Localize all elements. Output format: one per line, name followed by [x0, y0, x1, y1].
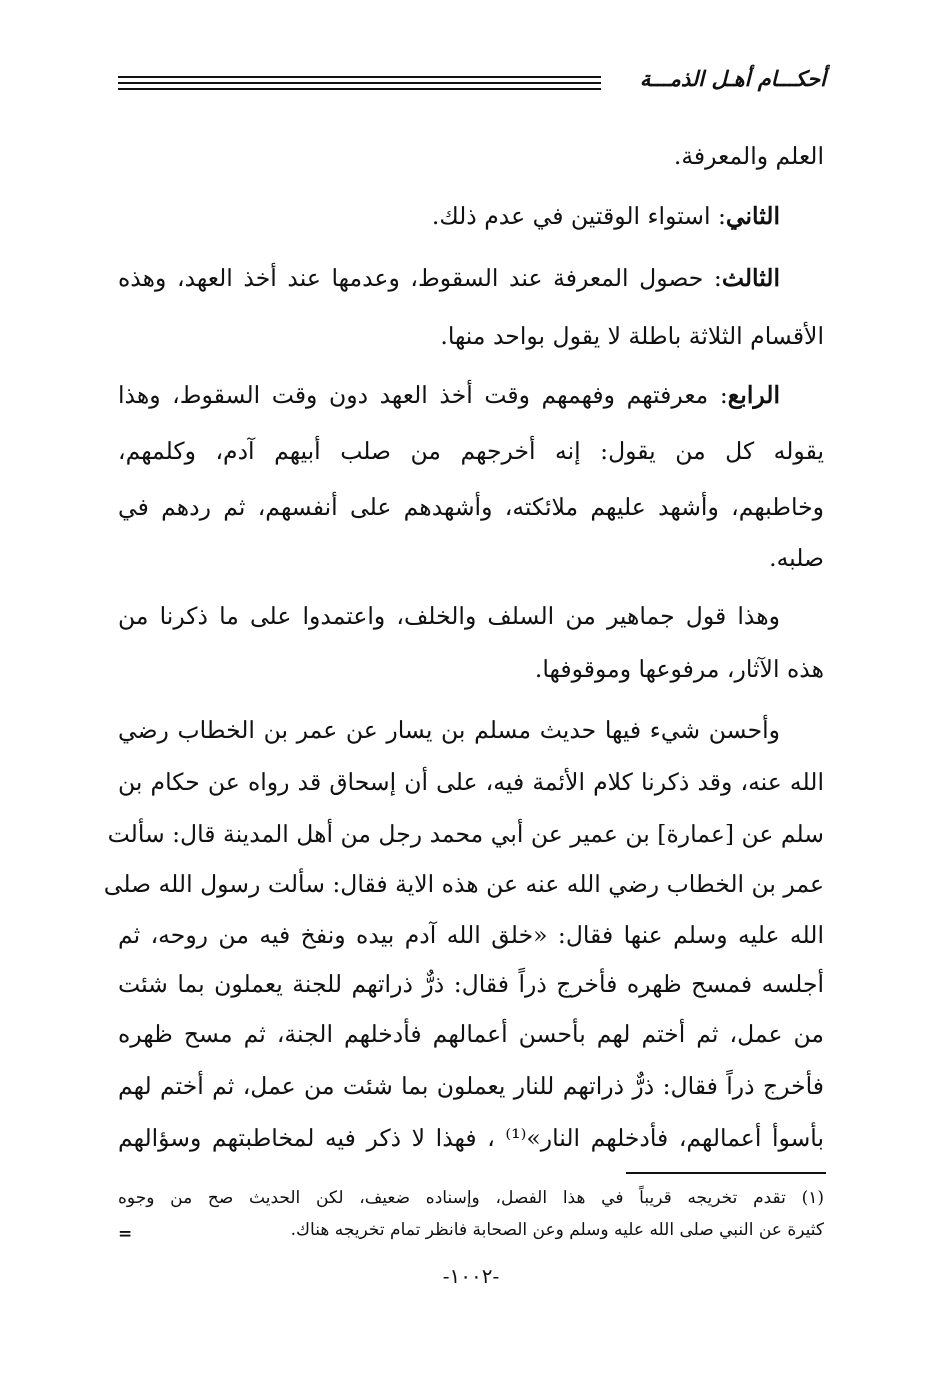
body-line: فأخرج ذراً فقال: ذرٌّ ذراتهم للنار يعملون بما شئت من عمل، ثم أختم لهم	[118, 1072, 824, 1100]
body-line-text: : استواء الوقتين في عدم ذلك.	[431, 202, 726, 230]
body-line	[118, 260, 824, 296]
body-line: الله عليه وسلم عنها فقال: «خلق الله آدم بيده ونفخ فيه من روحه، ثم	[118, 921, 824, 949]
header-rule	[118, 82, 601, 84]
body-line: الأقسام الثلاثة باطلة لا يقول بواحد منها.	[440, 322, 824, 350]
body-line: أجلسه فمسح ظهره فأخرج ذراً فقال: ذرٌّ ذراتهم للجنة يعملون بما شئت	[118, 970, 824, 998]
body-line-text: : معرفتهم وفهمهم وقت أخذ العهد دون وقت السقوط، وهذا	[118, 381, 728, 409]
paragraph-lead: الثاني	[725, 202, 780, 230]
header-title: أحكـــام أهـل الذمـــة	[639, 66, 826, 91]
body-line: وأحسن شيء فيها حديث مسلم بن يسار عن عمر بن الخطاب رضي	[118, 716, 781, 744]
body-line: هذه الآثار، مرفوعها وموقوفها.	[534, 655, 824, 683]
body-line: وهذا قول جماهير من السلف والخلف، واعتمدوا على ما ذكرنا من	[118, 602, 780, 630]
running-header	[118, 66, 826, 96]
body-line: عمر بن الخطاب رضي الله عنه عن هذه الاية فقال: سألت رسول الله صلى	[103, 870, 824, 898]
body-line: بأسوأ أعمالهم، فأدخلهم النار»⁽¹⁾ ، فهذا لا ذكر فيه لمخاطبتهم وسؤالهم	[118, 1124, 825, 1152]
body-line	[118, 198, 824, 234]
body-line: سلم عن [عمارة] بن عمير عن أبي محمد رجل من أهل المدينة قال: سألت	[107, 820, 824, 848]
body-line: يقوله كل من يقول: إنه أخرجهم من صلب أبيهم آدم، وكلمهم،	[118, 437, 824, 465]
body-line	[118, 377, 824, 413]
paragraph-lead: الرابع	[727, 381, 780, 409]
body-line: العلم والمعرفة.	[673, 142, 824, 170]
body-line: وخاطبهم، وأشهد عليهم ملائكته، وأشهدهم على أنفسهم، ثم ردهم في	[118, 493, 824, 521]
footnote-separator	[626, 1172, 826, 1174]
header-rule	[118, 88, 601, 90]
footnote-line: كثيرة عن النبي صلى الله عليه وسلم وعن الصحابة فانظر تمام تخريجه هناك.	[290, 1220, 824, 1240]
body-line: صلبه.	[769, 544, 824, 572]
header-rule	[118, 76, 601, 78]
footnote-continuation-mark: =	[118, 1224, 133, 1244]
footnote-line: (١) تقدم تخريجه قريباً في هذا الفصل، وإسناده ضعيف، لكن الحديث صح من وجوه	[118, 1188, 824, 1208]
page-number: -١٠٠٢-	[442, 1264, 500, 1288]
body-line: الله عنه، وقد ذكرنا كلام الأئمة فيه، على أن إسحاق قد رواه عن حكام بن	[118, 768, 824, 796]
paragraph-lead: الثالث	[721, 264, 780, 292]
body-line: من عمل، ثم أختم لهم بأحسن أعمالهم فأدخلهم الجنة، ثم مسح ظهره	[118, 1020, 824, 1048]
body-line-text: : حصول المعرفة عند السقوط، وعدمها عند أخذ العهد، وهذه	[118, 264, 722, 292]
